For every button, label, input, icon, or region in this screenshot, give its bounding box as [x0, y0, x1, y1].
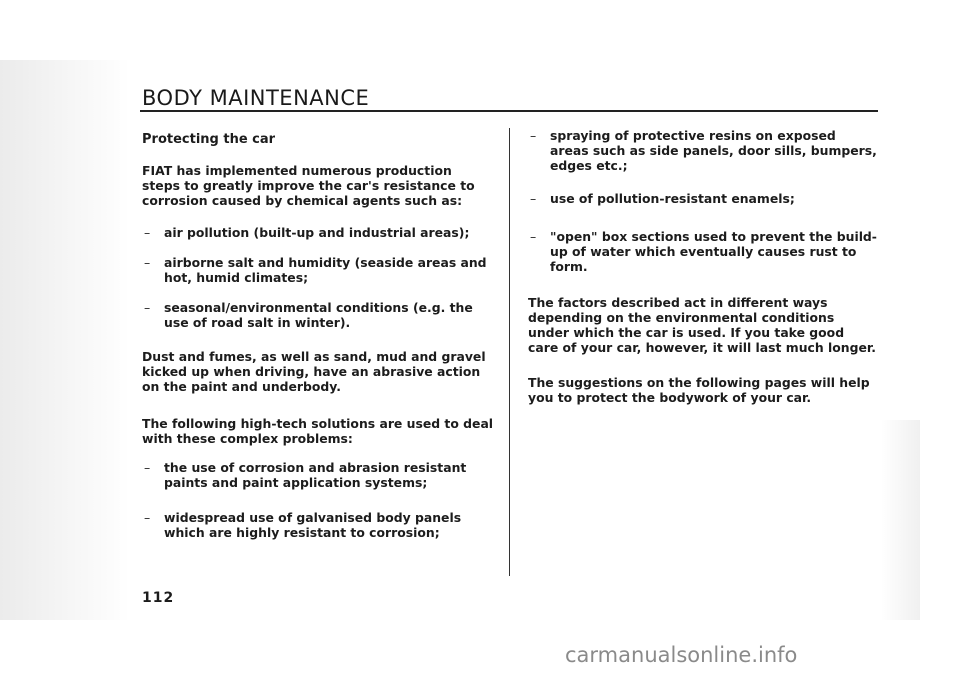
column-divider [509, 128, 510, 576]
solutions-intro-paragraph: The following high-tech solutions are used to deal with these complex problems: [142, 416, 494, 446]
bullet-dash: – [530, 229, 537, 244]
bullet-dash: – [144, 225, 151, 240]
header-rule [140, 110, 878, 112]
list-item-text: spraying of protective resins on exposed areas such as side panels, door sills, bumpers, edges etc.; [550, 128, 877, 173]
list-item [142, 510, 494, 540]
list-item [528, 229, 878, 274]
section-title: BODY MAINTENANCE [142, 86, 370, 110]
bullet-dash: – [530, 191, 537, 206]
bullet-dash: – [144, 255, 151, 270]
dust-paragraph: Dust and fumes, as well as sand, mud and gravel kicked up when driving, have an abrasive action on the paint and underbody. [142, 349, 486, 394]
list-item-text: seasonal/environmental conditions (e.g. the use of road salt in winter). [164, 300, 473, 330]
factors-paragraph: The factors described act in different ways depending on the environmental conditions under which the car is used. If you take good care of your car, however, it will last much longer. [528, 295, 876, 355]
right-column [528, 128, 878, 422]
list-item [142, 225, 494, 240]
list-item-text: widespread use of galvanised body panels which are highly resistant to corrosion; [164, 510, 462, 540]
list-item [142, 255, 494, 285]
subsection-title: Protecting the car [142, 132, 276, 147]
list-item-text: airborne salt and humidity (seaside areas and hot, humid climates; [164, 255, 487, 285]
list-item [142, 460, 494, 490]
watermark-text: carmanualsonline.info [565, 643, 798, 667]
list-item [528, 128, 878, 173]
intro-paragraph: FIAT has implemented numerous production steps to greatly improve the car's resistance to corrosion caused by chemical agents such as: [142, 163, 475, 208]
list-item-text: use of pollution-resistant enamels; [550, 191, 795, 206]
list-item-text: the use of corrosion and abrasion resistant paints and paint application systems; [164, 460, 467, 490]
list-item-text: "open" box sections used to prevent the build-up of water which eventually causes rust to form. [550, 229, 877, 274]
list-item [142, 300, 494, 330]
bullet-dash: – [144, 300, 151, 315]
suggestions-paragraph: The suggestions on the following pages will help you to protect the bodywork of your car. [528, 375, 870, 405]
list-item [528, 191, 878, 206]
page-number: 112 [142, 590, 175, 606]
bullet-dash: – [144, 510, 151, 525]
list-item-text: air pollution (built-up and industrial areas); [164, 225, 470, 240]
bullet-dash: – [530, 128, 537, 143]
left-column [142, 128, 494, 555]
scan-edge-shadow [0, 60, 130, 620]
bullet-dash: – [144, 460, 151, 475]
scan-right-shadow [880, 420, 920, 620]
